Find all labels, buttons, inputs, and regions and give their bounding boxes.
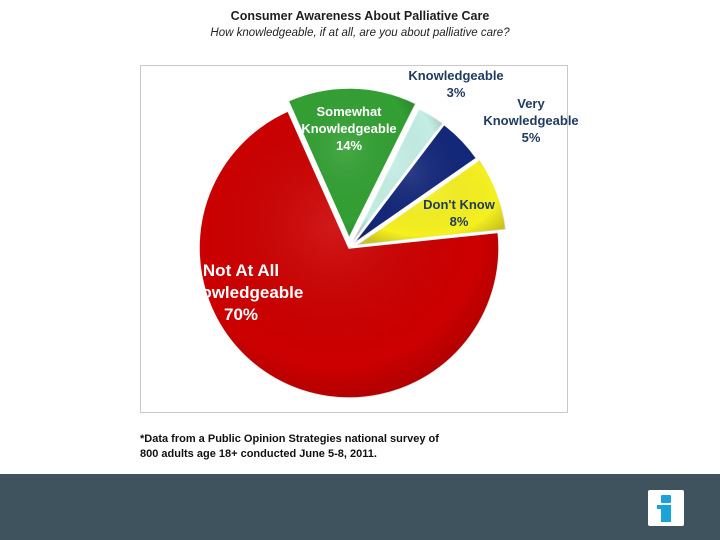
footnote-line-2: 800 adults age 18+ conducted June 5-8, 2011. bbox=[140, 448, 377, 460]
slice-label-line: Knowledgeable bbox=[178, 283, 304, 302]
footnote bbox=[140, 432, 580, 462]
info-icon-stem bbox=[661, 505, 671, 522]
slice-value-label: 5% bbox=[521, 130, 541, 145]
slice-label-line: Knowledgeable bbox=[301, 121, 397, 136]
slice-label-line: Somewhat bbox=[316, 104, 382, 119]
chart-subtitle: How knowledgeable, if at all, are you about palliative care? bbox=[210, 27, 510, 39]
slice-label-line: Knowledgeable bbox=[483, 113, 579, 128]
slice-value-label: 70% bbox=[223, 305, 259, 324]
slice-value-label: 3% bbox=[446, 85, 466, 100]
slice-label-line: Don't Know bbox=[423, 197, 495, 212]
footer-bar bbox=[0, 474, 720, 540]
slice-value-label: 8% bbox=[449, 214, 469, 229]
slice-label-2 bbox=[408, 68, 503, 100]
info-icon-dot bbox=[661, 495, 671, 503]
pie-chart bbox=[141, 66, 579, 412]
info-icon bbox=[648, 490, 684, 526]
slice-value-label: 14% bbox=[335, 138, 363, 153]
slice-label-line: Knowledgeable bbox=[408, 68, 504, 83]
chart-frame bbox=[140, 65, 579, 413]
chart-title: Consumer Awareness About Palliative Care bbox=[230, 9, 490, 23]
slice-label-3 bbox=[483, 96, 578, 145]
slice-label-line: Very bbox=[517, 96, 545, 111]
footnote-line-1: *Data from a Public Opinion Strategies national survey of bbox=[140, 433, 439, 445]
slice-label-line: Not At All bbox=[202, 261, 280, 280]
